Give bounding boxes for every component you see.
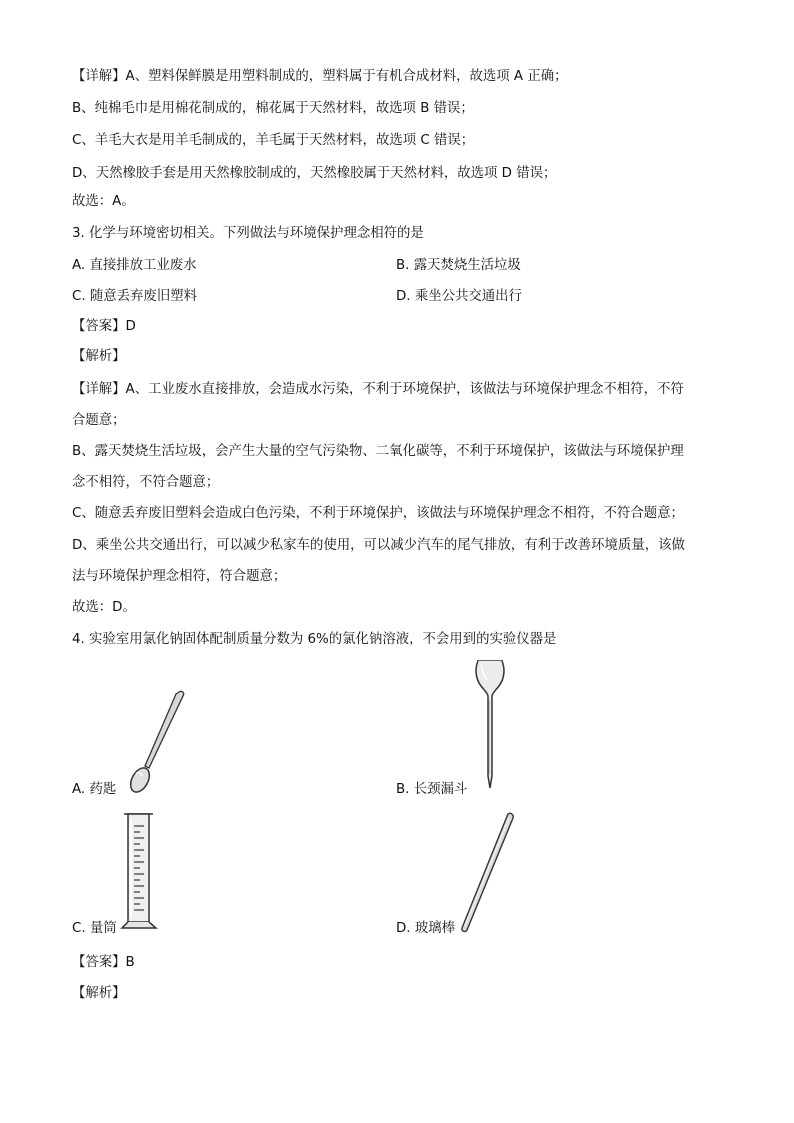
medicine-spoon-icon bbox=[118, 688, 190, 796]
q3-stem: 3. 化学与环境密切相关。下列做法与环境保护理念相符的是 bbox=[72, 226, 424, 241]
q3-detail-a-line2: 合题意； bbox=[72, 413, 126, 428]
q3-detail-a-line1: 【详解】A、工业废水直接排放，会造成水污染，不利于环境保护，该做法与环境保护理念不相符，不符 bbox=[72, 382, 684, 397]
q3-detail-b-line2: 念不相符，不符合题意； bbox=[72, 475, 220, 490]
q3-detail-d-line1: D、乘坐公共交通出行，可以减少私家车的使用，可以减少汽车的尾气排放，有利于改善环境质量，该做 bbox=[72, 538, 685, 553]
q3-option-c: C. 随意丢弃废旧塑料 bbox=[72, 289, 197, 304]
q4-answer: 【答案】B bbox=[72, 955, 135, 970]
q2-detail-b: B、纯棉毛巾是用棉花制成的，棉花属于天然材料，故选项 B 错误； bbox=[72, 101, 474, 116]
q2-detail-d: D、天然橡胶手套是用天然橡胶制成的，天然橡胶属于天然材料，故选项 D 错误； bbox=[72, 166, 557, 181]
q3-detail-c: C、随意丢弃废旧塑料会造成白色污染，不利于环境保护，该做法与环境保护理念不相符，不符合题意； bbox=[72, 506, 684, 521]
q2-detail-a: 【详解】A、塑料保鲜膜是用塑料制成的，塑料属于有机合成材料，故选项 A 正确； bbox=[72, 69, 568, 84]
q3-analysis-heading: 【解析】 bbox=[72, 349, 126, 364]
q2-choice: 故选：A。 bbox=[72, 194, 135, 209]
q3-answer: 【答案】D bbox=[72, 319, 136, 334]
q4-stem: 4. 实验室用氯化钠固体配制质量分数为 6%的氯化钠溶液，不会用到的实验仪器是 bbox=[72, 632, 557, 647]
glass-rod-icon bbox=[458, 810, 518, 934]
q3-choice: 故选：D。 bbox=[72, 600, 136, 615]
q3-option-b: B. 露天焚烧生活垃圾 bbox=[396, 258, 521, 273]
graduated-cylinder-icon bbox=[120, 810, 158, 932]
q3-option-a: A. 直接排放工业废水 bbox=[72, 258, 197, 273]
q3-option-d: D. 乘坐公共交通出行 bbox=[396, 289, 522, 304]
q4-option-d: D. 玻璃棒 bbox=[396, 921, 455, 936]
q4-option-b: B. 长颈漏斗 bbox=[396, 782, 468, 797]
q3-detail-b-line1: B、露天焚烧生活垃圾，会产生大量的空气污染物、二氧化碳等，不利于环境保护，该做法与环境保护理 bbox=[72, 444, 684, 459]
q4-analysis-heading: 【解析】 bbox=[72, 986, 126, 1001]
q4-option-c: C. 量筒 bbox=[72, 921, 117, 936]
q2-detail-c: C、羊毛大衣是用羊毛制成的，羊毛属于天然材料，故选项 C 错误； bbox=[72, 133, 475, 148]
q3-detail-d-line2: 法与环境保护理念相符，符合题意； bbox=[72, 569, 287, 584]
q4-option-a: A. 药匙 bbox=[72, 782, 117, 797]
long-neck-funnel-icon bbox=[471, 656, 509, 790]
